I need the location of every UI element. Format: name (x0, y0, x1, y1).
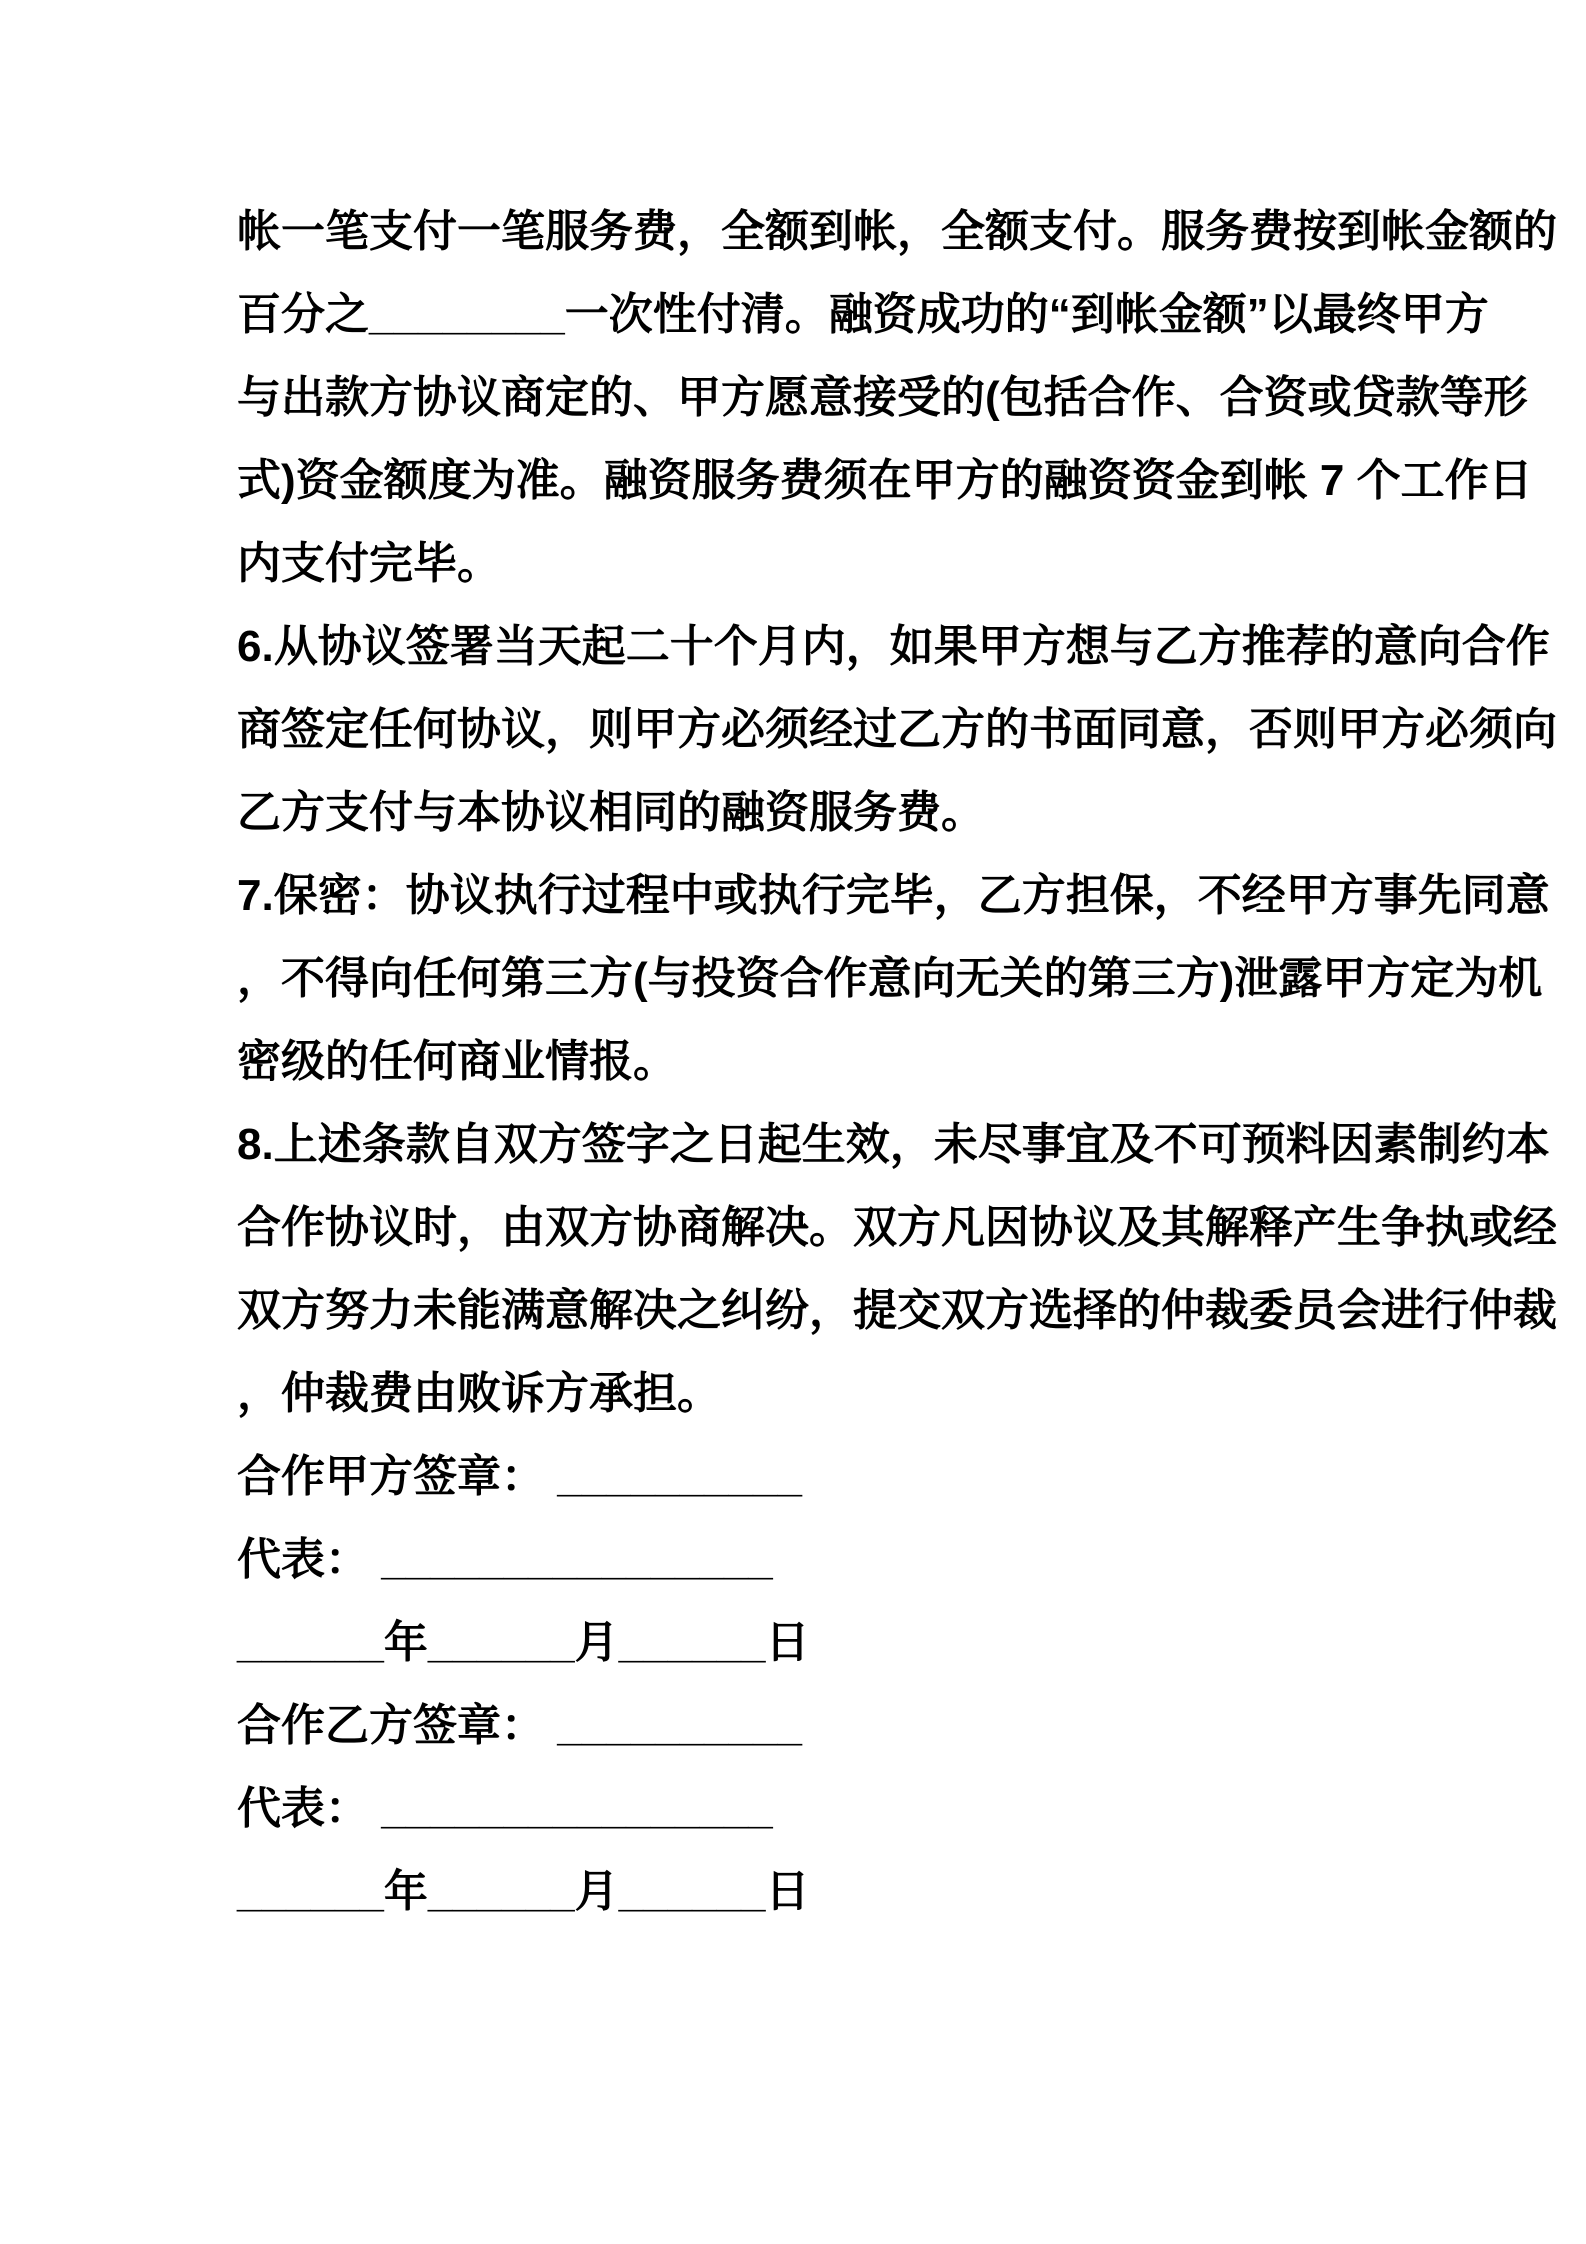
contract-body (237, 190, 1557, 1933)
clause-7-confidentiality-line: 密级的任何商业情报。 (237, 1037, 677, 1086)
clause-7-confidentiality-line: ，不得向任何第三方(与投资合作意向无关的第三方)泄露甲方定为机 (237, 954, 1543, 1003)
clause-8-effective-line: 8.上述条款自双方签字之日起生效，未尽事宜及不可预料因素制约本 (237, 1120, 1550, 1169)
clause-payment-line: 内支付完毕。 (237, 539, 501, 588)
clause-payment-line: 式)资金额度为准。融资服务费须在甲方的融资资金到帐 7 个工作日 (237, 456, 1533, 505)
party-a-representative-line: 代表： ________________ (237, 1535, 773, 1584)
party-b-representative-line: 代表： ________________ (237, 1784, 773, 1833)
party-b-seal-line: 合作乙方签章： __________ (237, 1701, 802, 1750)
clause-6-line: 乙方支付与本协议相同的融资服务费。 (237, 788, 985, 837)
clause-8-effective-line: ，仲裁费由败诉方承担。 (237, 1369, 721, 1418)
clause-8-effective-line: 合作协议时，由双方协商解决。双方凡因协议及其解释产生争执或经 (237, 1203, 1557, 1252)
clause-payment-line-blank-percentage: 百分之________一次性付清。融资成功的“到帐金额”以最终甲方 (237, 290, 1489, 339)
party-b-date-line: ______年______月______日 (237, 1867, 810, 1916)
clause-7-confidentiality-line: 7.保密：协议执行过程中或执行完毕，乙方担保，不经甲方事先同意 (237, 871, 1550, 920)
clause-payment-line: 帐一笔支付一笔服务费，全额到帐，全额支付。服务费按到帐金额的 (237, 207, 1557, 256)
clause-payment-line: 与出款方协议商定的、甲方愿意接受的(包括合作、合资或贷款等形 (237, 373, 1528, 422)
clause-6-line: 6.从协议签署当天起二十个月内，如果甲方想与乙方推荐的意向合作 (237, 622, 1550, 671)
party-a-date-line: ______年______月______日 (237, 1618, 810, 1667)
clause-6-line: 商签定任何协议，则甲方必须经过乙方的书面同意，否则甲方必须向 (237, 705, 1557, 754)
clause-8-effective-line: 双方努力未能满意解决之纠纷，提交双方选择的仲裁委员会进行仲裁 (237, 1286, 1557, 1335)
party-a-seal-line: 合作甲方签章： __________ (237, 1452, 802, 1501)
